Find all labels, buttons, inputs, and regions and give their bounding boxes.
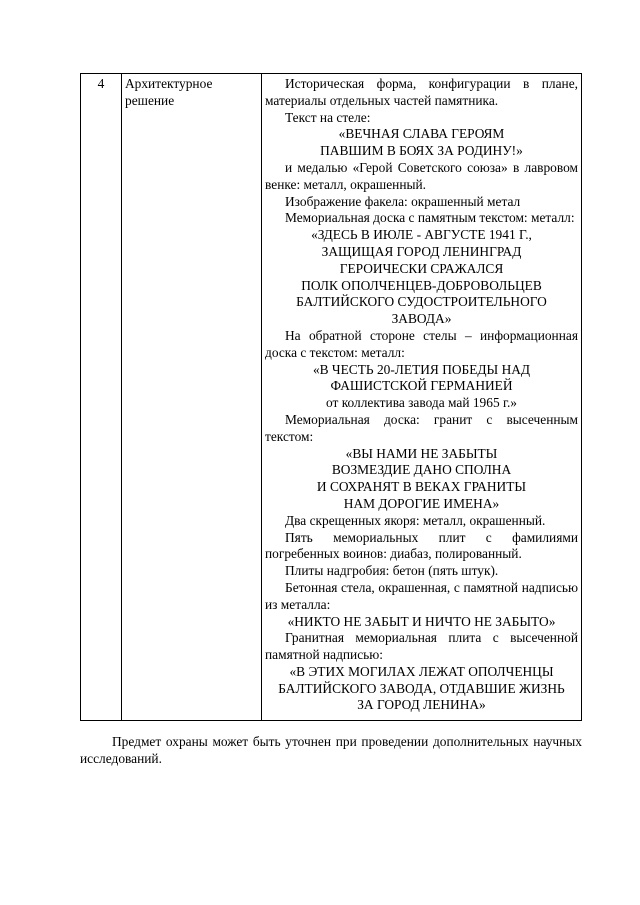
inscription-line: БАЛТИЙСКОГО ЗАВОДА, ОТДАВШИЕ ЖИЗНЬ <box>278 680 565 696</box>
inscription-line: «НИКТО НЕ ЗАБЫТ И НИЧТО НЕ ЗАБЫТО» <box>287 613 556 629</box>
description-paragraph: Изображение факела: окрашенный метал <box>285 193 521 209</box>
inscription-line: «В ЭТИХ МОГИЛАХ ЛЕЖАТ ОПОЛЧЕНЦЫ <box>289 663 554 679</box>
inscription-line: И СОХРАНЯТ В ВЕКАХ ГРАНИТЫ <box>316 479 527 495</box>
inscription-line: «ВЕЧНАЯ СЛАВА ГЕРОЯМ <box>338 126 505 142</box>
row-description <box>262 74 582 721</box>
inscription-line: ВОЗМЕЗДИЕ ДАНО СПОЛНА <box>331 462 512 478</box>
row-number: 4 <box>81 74 122 721</box>
inscription-line: ЗАЩИЩАЯ ГОРОД ЛЕНИНГРАД <box>321 243 522 259</box>
inscription-line: ГЕРОИЧЕСКИ СРАЖАЛСЯ <box>339 260 504 276</box>
inscription-line: ПАВШИМ В БОЯХ ЗА РОДИНУ!» <box>320 143 523 159</box>
closing-note: Предмет охраны может быть уточнен при проведении дополнительных научных исследований. <box>80 734 582 766</box>
inscription-line: «ВЫ НАМИ НЕ ЗАБЫТЫ <box>345 445 498 461</box>
description-paragraph: Бетонная стела, окрашенная, с памятной надписью из металла: <box>265 579 578 612</box>
description-paragraph: На обратной стороне стелы – информационная доска с текстом: металл: <box>265 327 578 360</box>
inscription-line: ФАШИСТСКОЙ ГЕРМАНИЕЙ <box>330 378 513 394</box>
inscription-line: «В ЧЕСТЬ 20-ЛЕТИЯ ПОБЕДЫ НАД <box>312 361 531 377</box>
inscription-line: ПОЛК ОПОЛЧЕНЦЕВ-ДОБРОВОЛЬЦЕВ <box>301 277 542 293</box>
description-paragraph: Плиты надгробия: бетон (пять штук). <box>285 563 499 579</box>
inscription-line: БАЛТИЙСКОГО СУДОСТРОИТЕЛЬНОГО <box>296 294 547 310</box>
inscription-line: НАМ ДОРОГИЕ ИМЕНА» <box>343 495 500 511</box>
inscription-line: ЗА ГОРОД ЛЕНИНА» <box>357 697 486 713</box>
description-paragraph: и медалью «Герой Советского союза» в лавровом венке: металл, окрашенный. <box>265 159 578 192</box>
description-paragraph: Текст на стеле: <box>285 109 371 125</box>
row-name: Архитектурное решение <box>122 74 262 721</box>
inscription-line: ЗАВОДА» <box>391 311 452 327</box>
description-paragraph: Два скрещенных якоря: металл, окрашенный. <box>285 512 546 528</box>
table-row <box>81 74 582 721</box>
protection-table <box>80 73 582 721</box>
description-paragraph: Мемориальная доска: гранит с высеченным текстом: <box>265 411 578 444</box>
inscription-line: «ЗДЕСЬ В ИЮЛЕ - АВГУСТЕ 1941 Г., <box>311 227 532 243</box>
description-paragraph: Историческая форма, конфигурации в плане, материалы отдельных частей памятника. <box>265 76 578 108</box>
description-paragraph: Мемориальная доска с памятным текстом: металл: <box>285 210 575 226</box>
description-paragraph: Гранитная мемориальная плита с высеченной памятной надписью: <box>265 630 578 663</box>
inscription-line: от коллектива завода май 1965 г.» <box>325 395 518 411</box>
description-paragraph: Пять мемориальных плит с фамилиями погребенных воинов: диабаз, полированный. <box>265 529 578 562</box>
